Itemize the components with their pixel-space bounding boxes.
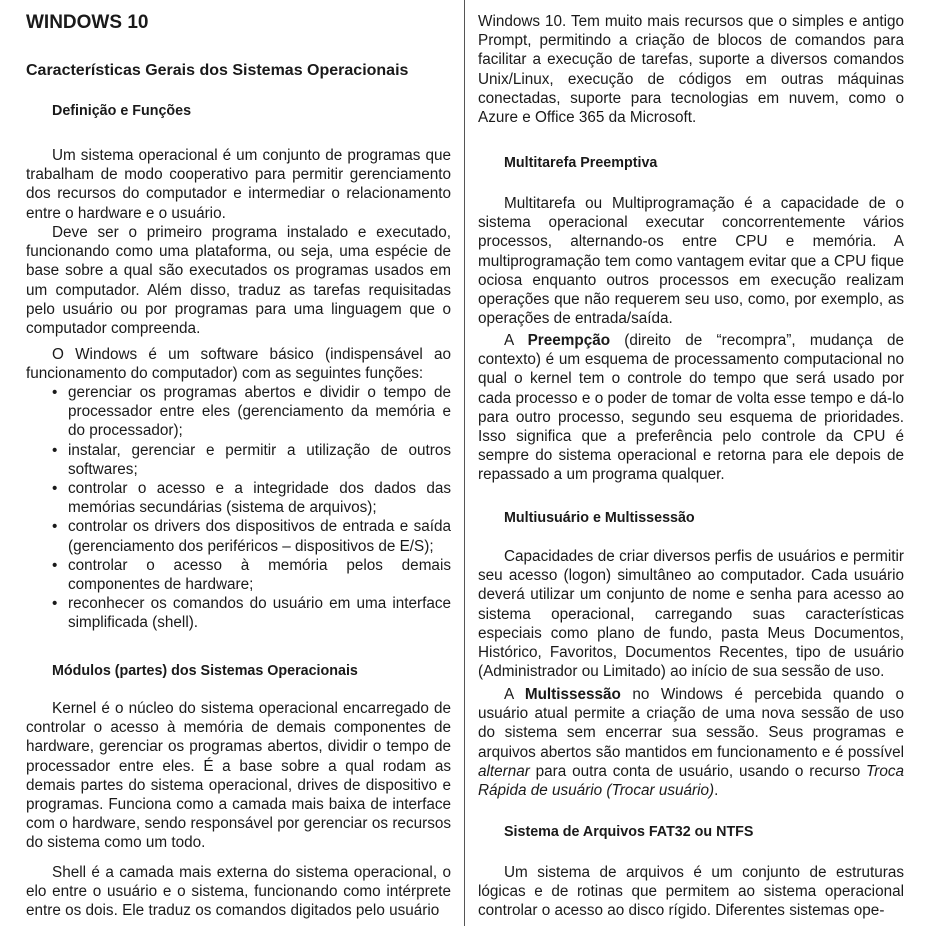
paragraph-funcoes-intro: O Windows é um software básico (indispensável ao funcionamento do computador) com as seguintes funções: [26,346,451,383]
page-title: WINDOWS 10 [26,12,149,33]
bullet-icon: • [52,480,58,498]
bullet-icon: • [52,556,58,574]
paragraph-preempcao: A Preempção (direito de “recompra”, mudança de contexto) é um esquema de processamento computacional no qual o kernel tem o controle do tempo que será usado por cada processo e o poder de tomar de volta esse tempo e dá-lo para outro processo, segundo seu esquema de prioridades. Isso significa que a preferência pelo controle da CPU é sempre do sistema operacional e retorna para ele depois de repassado a um programa qualquer. [478,332,904,484]
paragraph-sistema-arquivos: Um sistema de arquivos é um conjunto de estruturas lógicas e de rotinas que permitem ao sistema operacional controlar o acesso ao disco rígido. Diferentes sistemas ope- [478,864,904,920]
bullet-icon: • [52,518,58,536]
list-item: • gerenciar os programas abertos e dividir o tempo de processador entre eles (gerenciamento da memória e do processador); [52,384,451,440]
list-item: • instalar, gerenciar e permitir a utilização de outros softwares; [52,441,451,478]
column-divider [464,0,465,926]
bullet-icon: • [52,384,58,401]
paragraph-kernel: Kernel é o núcleo do sistema operacional encarregado de controlar o acesso à memória de demais componentes de hardware, gerenciar os programas abertos, dividir o tempo de processador entre eles. É a base sobre a qual rodam as demais partes do sistema operacional, drives de dispositivo e programas. Funciona como a camada mais baixa de interface com o hardware, sendo responsável por gerenciar os recursos do sistema como um todo. [26,700,451,852]
functions-list [52,383,451,633]
bullet-icon: • [52,441,58,459]
paragraph-multissessao: A Multissessão no Windows é percebida quando o usuário atual permite a criação de uma nova sessão de uso do sistema sem encerrar sua sessão. Seus programas e arquivos abertos são mantidos em funcionamento e é possível alternar para outra conta de usuário, usando o recurso Troca Rápida de usuário (Trocar usuário). [478,686,904,800]
section-heading: Características Gerais dos Sistemas Operacionais [26,62,409,79]
paragraph-powershell-continued: Windows 10. Tem muito mais recursos que o simples e antigo Prompt, permitindo a criação de blocos de comandos para facilitar a execução de tarefas, suporte a diversos comandos Unix/Linux, execução de códigos em outras máquinas conectadas, suporte para tecnologias em nuvem, como o Azure e Office 365 da Microsoft. [478,13,904,127]
list-item: • controlar o acesso e a integridade dos dados das memórias secundárias (sistema de arquivos); [52,480,451,517]
list-item: • controlar o acesso à memória pelos demais componentes de hardware; [52,556,451,594]
bullet-icon: • [52,595,58,613]
list-item: • reconhecer os comandos do usuário em uma interface simplificada (shell). [52,595,451,632]
paragraph-multitarefa: Multitarefa ou Multiprogramação é a capacidade de o sistema operacional executar concorrentemente vários processos, alternando-os entre CPU e memória. A multiprogramação tem como vantagem evitar que a CPU fique ociosa enquanto outros processos em execução realizam operações que não requerem seu uso, como, por exemplo, as operações de entrada/saída. [478,195,904,328]
paragraph-plataforma: Deve ser o primeiro programa instalado e executado, funcionando como uma plataforma, ou seja, uma espécie de base sobre a qual são executados os programas usados em um computador. Além disso, traduz as tarefas requisitadas pelo usuário ou por programas para uma linguagem que o computador compreenda. [26,224,451,338]
subheading-definicao: Definição e Funções [52,103,192,119]
subheading-sistema-arquivos: Sistema de Arquivos FAT32 ou NTFS [504,824,754,840]
term-preempcao: Preempção [527,332,611,349]
subheading-multitarefa: Multitarefa Preemptiva [504,155,658,171]
paragraph-shell: Shell é a camada mais externa do sistema operacional, o elo entre o usuário e o sistema, funcionando como intérprete entre os dois. Ele traduz os comandos digitados pelo usuário [26,864,451,920]
paragraph-multiusuario: Capacidades de criar diversos perfis de usuários e permitir seu acesso (logon) simultâneo ao computador. Cada usuário deverá utilizar um conjunto de nome e senha para acesso ao sistema operacional, carregando suas características especiais como plano de fundo, pasta Meus Documentos, Histórico, Favoritos, Documentos Recentes, tipo de usuário (Administrador ou Limitado) ao início de sua sessão de uso. [478,548,904,681]
paragraph-definicao: Um sistema operacional é um conjunto de programas que trabalham de modo cooperativo para permitir gerenciamento dos recursos do computador e intermediar o relacionamento entre o hardware e o usuário. [26,147,451,222]
list-item: • controlar os drivers dos dispositivos de entrada e saída (gerenciamento dos periféricos – dispositivos de E/S); [52,518,451,555]
subheading-modulos: Módulos (partes) dos Sistemas Operacionais [52,663,358,679]
term-multissessao: Multissessão [524,686,621,703]
subheading-multiusuario: Multiusuário e Multissessão [504,510,695,526]
